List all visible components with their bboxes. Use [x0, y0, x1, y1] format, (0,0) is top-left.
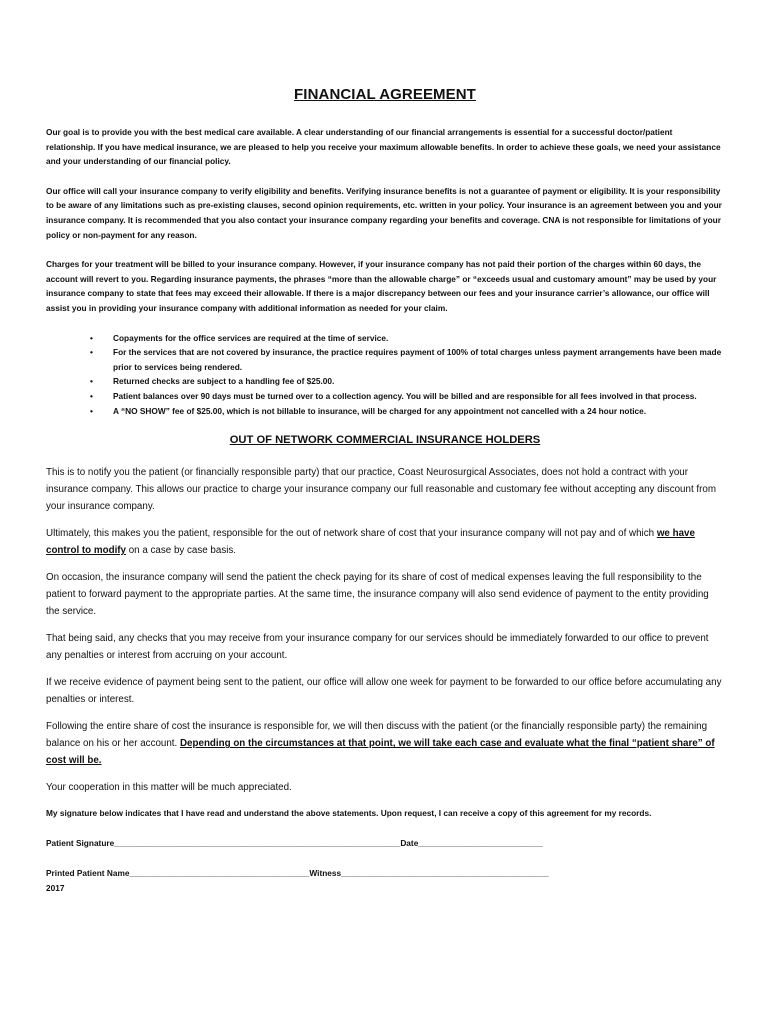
list-item: • A “NO SHOW” fee of $25.00, which is not billable to insurance, will be charged for any appointment not cancelled with a 24 hour notice. — [46, 404, 724, 419]
check-payment-paragraph: On occasion, the insurance company will send the patient the check paying for its share of cost of medical expenses leaving the full responsibility to the patient to forward payment to the appropriate parties. At the same time, the insurance company will also send evidence of payment to the entity providing the service. — [46, 572, 709, 618]
bullet-icon: • — [90, 347, 93, 358]
verification-paragraph: Our office will call your insurance company to verify eligibility and benefits. Verifying insurance benefits is not a guarantee of payment or eligibility. It is your responsibility to be aware of any limitations such as pre-existing clauses, second opinion requirements, etc. written in your policy. Your insurance is an agreement between you and your insurance company. It is recommended that you also contact your insurance company regarding your benefits and coverage. CNA is not responsible for limitations of your policy or non-payment for any reason. — [46, 185, 722, 240]
list-item: • Copayments for the office services are required at the time of service. — [46, 331, 724, 346]
acknowledgement-statement: My signature below indicates that I have read and understand the above statements. Upon request, I can receive a copy of this agreement for my records. — [46, 808, 652, 819]
list-item: • For the services that are not covered by insurance, the practice requires payment of 100% of total charges unless payment arrangements have been made prior to services being rendered. — [90, 347, 722, 372]
balance-paragraph: Following the entire share of cost the insurance is responsible for, we will then discuss with the patient (or the financially responsible party) the remaining balance on his or her account. Depending on the circumstances at that point, we will take each case and evaluate what the final “patient share” of cost will be. — [46, 721, 715, 767]
cooperation-paragraph: Your cooperation in this matter will be much appreciated. — [46, 782, 292, 794]
patient-signature-line[interactable]: Patient Signature______________________________________________________________Date___________________________ — [46, 837, 543, 848]
emphasis-text: Depending on the circumstances at that point, we will take each case and evaluate what the final “patient share” of cost will be. — [46, 738, 715, 767]
emphasis-text: we have control to modify — [46, 528, 695, 557]
printed-name-witness-line[interactable]: Printed Patient Name_______________________________________Witness_____________________________________________ — [46, 868, 549, 879]
policy-bullet-list — [46, 331, 724, 419]
bullet-icon: • — [90, 405, 93, 416]
network-notice-paragraph: This is to notify you the patient (or financially responsible party) that our practice, Coast Neurosurgical Associates, does not hold a contract with your insurance company. This allows our practice to charge your insurance company our full reasonable and customary fee without accepting any discount from your insurance company. — [46, 467, 716, 513]
responsibility-paragraph: Ultimately, this makes you the patient, responsible for the out of network share of cost that your insurance company will not pay and of which we have control to modify on a case by case basis. — [46, 528, 695, 557]
list-item: • Returned checks are subject to a handling fee of $25.00. — [46, 374, 724, 389]
bullet-icon: • — [90, 390, 93, 401]
billing-paragraph: Charges for your treatment will be billed to your insurance company. However, if your insurance company has not paid their portion of the charges within 60 days, the account will revert to you. Regarding insurance payments, the phrases “more than the allowable charge” or “exceeds usual and customary amount” may be used by your insurance company to state that fees may exceed their allowable. If there is a major discrepancy between our fees and your insurance carrier’s allowance, our office will assist you in providing your insurance company with additional information as needed for your claim. — [46, 259, 717, 313]
bullet-icon: • — [90, 332, 93, 343]
bullet-icon: • — [90, 376, 93, 387]
list-item: • Patient balances over 90 days must be turned over to a collection agency. You will be billed and are responsible for all fees involved in that process. — [46, 389, 724, 404]
document-title: FINANCIAL AGREEMENT — [294, 86, 476, 103]
section-subtitle: OUT OF NETWORK COMMERCIAL INSURANCE HOLDERS — [229, 434, 541, 447]
document-year: 2017 — [46, 882, 65, 893]
intro-paragraph: Our goal is to provide you with the best medical care available. A clear understanding of our financial arrangements is essential for a successful doctor/patient relationship. If you have medical insurance, we are pleased to help you receive your maximum allowable benefits. In order to achieve these goals, we need your assistance and your understanding of our financial policy. — [46, 127, 721, 167]
evidence-paragraph: If we receive evidence of payment being sent to the patient, our office will allow one week for payment to be forwarded to our office before accumulating any penalties or interest. — [46, 677, 722, 706]
forward-checks-paragraph: That being said, any checks that you may receive from your insurance company for our services should be immediately forwarded to our office to prevent any penalties or interest from accruing on your account. — [46, 633, 709, 662]
